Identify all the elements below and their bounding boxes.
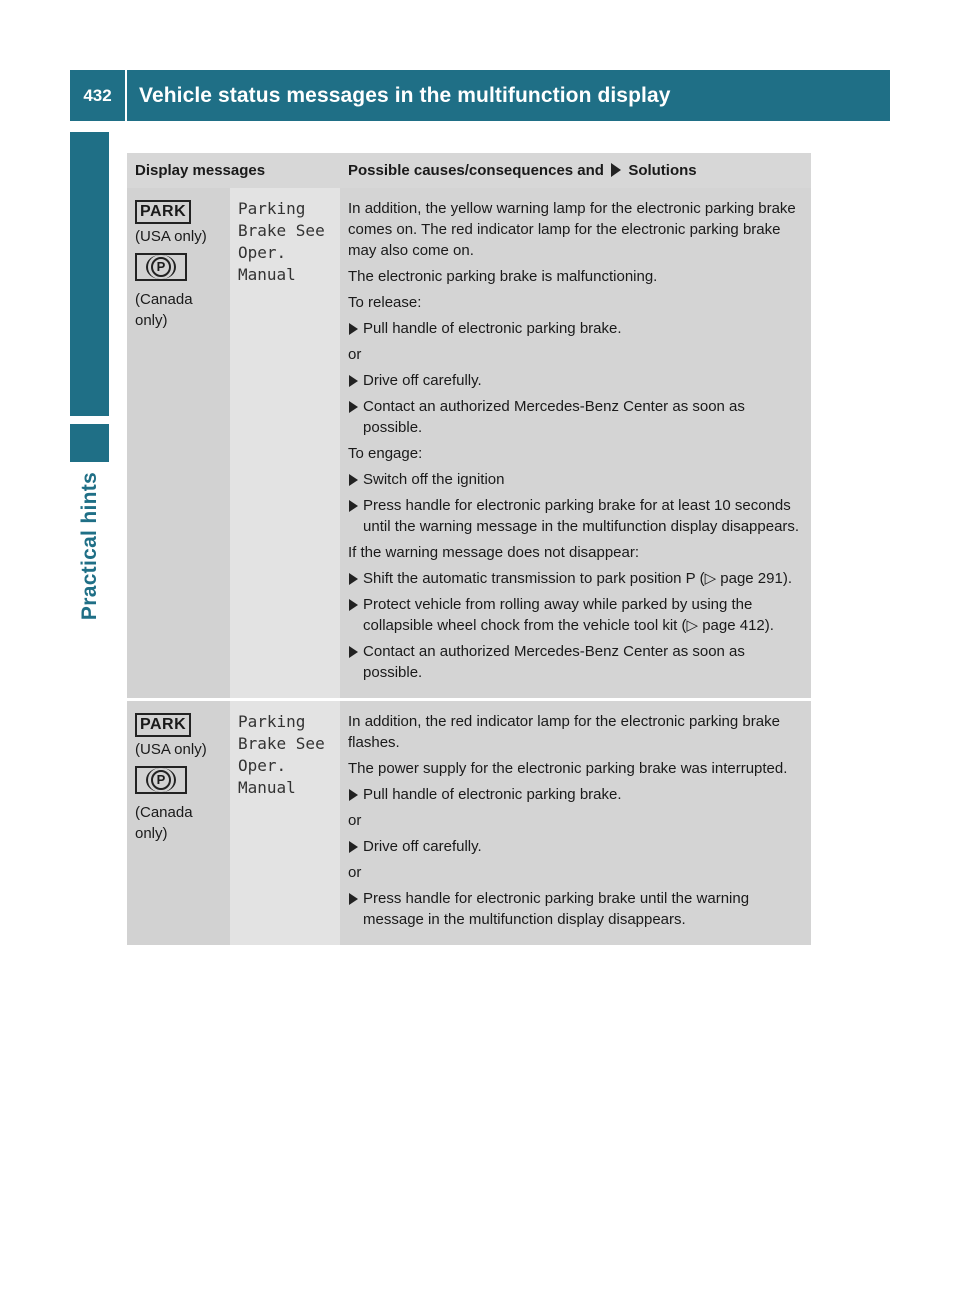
- page-number: 432: [70, 70, 127, 121]
- solution-step-text: Contact an authorized Mercedes-Benz Center as soon as possible.: [363, 643, 745, 681]
- solution-step-text: Press handle for electronic parking brake for at least 10 seconds until the warning message in the multifunction display disappears.: [363, 497, 800, 535]
- solution-step: [348, 594, 807, 636]
- solution-step: [348, 836, 807, 857]
- arrow-icon: [349, 323, 358, 335]
- arrow-icon: [611, 163, 621, 177]
- table-row: [127, 701, 811, 945]
- solutions-cell: [340, 188, 811, 698]
- cause-paragraph: The power supply for the electronic parking brake was interrupted.: [348, 760, 788, 777]
- display-message-cell: [230, 188, 340, 698]
- arrow-icon: [349, 646, 358, 658]
- cause-paragraph: To engage:: [348, 445, 423, 462]
- region-usa: (USA only): [135, 741, 207, 758]
- solution-step-text: Switch off the ignition: [363, 471, 505, 488]
- display-message-cell: [230, 701, 340, 945]
- cause-paragraph: To release:: [348, 294, 422, 311]
- solution-step-text: Drive off carefully.: [363, 838, 482, 855]
- section-sidebar: [70, 132, 109, 1302]
- solution-step: [348, 396, 807, 438]
- section-marker: [70, 424, 109, 462]
- cause-paragraph: or: [348, 812, 362, 829]
- cause-paragraph: If the warning message does not disappear:: [348, 544, 640, 561]
- solution-step: [348, 888, 807, 930]
- section-label: Practical hints: [77, 472, 101, 621]
- table-row: [127, 188, 811, 698]
- arrow-icon: [349, 573, 358, 585]
- park-lamp-icon: PARK: [135, 200, 191, 224]
- table-header-row: [127, 153, 811, 188]
- arrow-icon: [349, 789, 358, 801]
- region-usa: (USA only): [135, 228, 207, 245]
- solution-step-text: Pull handle of electronic parking brake.: [363, 320, 622, 337]
- solution-step: [348, 318, 807, 339]
- cause-paragraph: or: [348, 346, 362, 363]
- section-tab: [70, 132, 109, 416]
- arrow-icon: [349, 599, 358, 611]
- header-solutions-label: Solutions: [628, 162, 697, 179]
- page-title: Vehicle status messages in the multifunction display: [139, 83, 671, 107]
- indicator-cell: [127, 701, 230, 945]
- solution-step: [348, 370, 807, 391]
- cause-paragraph: or: [348, 864, 362, 881]
- solution-step: [348, 469, 807, 490]
- display-message-text: Parking Brake See Oper. Manual: [238, 199, 325, 284]
- solution-step: [348, 568, 807, 589]
- display-message-text: Parking Brake See Oper. Manual: [238, 712, 325, 797]
- cause-paragraph: In addition, the red indicator lamp for the electronic parking brake flashes.: [348, 713, 780, 751]
- arrow-icon: [349, 893, 358, 905]
- region-canada: (Canada only): [135, 804, 193, 842]
- solution-step: [348, 784, 807, 805]
- p-icon-circle: P: [151, 257, 171, 277]
- indicator-cell: [127, 188, 230, 698]
- solution-step-text: Press handle for electronic parking brake until the warning message in the multifunction display disappears.: [363, 890, 750, 928]
- header-display-messages: Display messages: [127, 153, 340, 188]
- solution-step-text: Protect vehicle from rolling away while parked by using the collapsible wheel chock from the vehicle tool kit (▷ page 412).: [363, 596, 774, 634]
- arrow-icon: [349, 401, 358, 413]
- solution-step-text: Pull handle of electronic parking brake.: [363, 786, 622, 803]
- arrow-icon: [349, 500, 358, 512]
- solutions-cell: [340, 701, 811, 945]
- cause-paragraph: The electronic parking brake is malfunctioning.: [348, 268, 658, 285]
- parking-brake-p-icon: [135, 766, 187, 794]
- page-header: [70, 70, 890, 121]
- header-causes-label: Possible causes/consequences and: [348, 162, 604, 179]
- arrow-icon: [349, 841, 358, 853]
- cause-paragraph: In addition, the yellow warning lamp for the electronic parking brake comes on. The red indicator lamp for the electronic parking brake may also come on.: [348, 200, 796, 259]
- solution-step: [348, 495, 807, 537]
- arrow-icon: [349, 474, 358, 486]
- solution-step: [348, 641, 807, 683]
- parking-brake-p-icon: [135, 253, 187, 281]
- messages-table: [127, 153, 811, 945]
- solution-step-text: Contact an authorized Mercedes-Benz Center as soon as possible.: [363, 398, 745, 436]
- solution-step-text: Shift the automatic transmission to park position P (▷ page 291).: [363, 570, 792, 587]
- arrow-icon: [349, 375, 358, 387]
- p-icon-circle: P: [151, 770, 171, 790]
- solution-step-text: Drive off carefully.: [363, 372, 482, 389]
- park-lamp-icon: PARK: [135, 713, 191, 737]
- header-causes: [340, 153, 811, 188]
- region-canada: (Canada only): [135, 291, 193, 329]
